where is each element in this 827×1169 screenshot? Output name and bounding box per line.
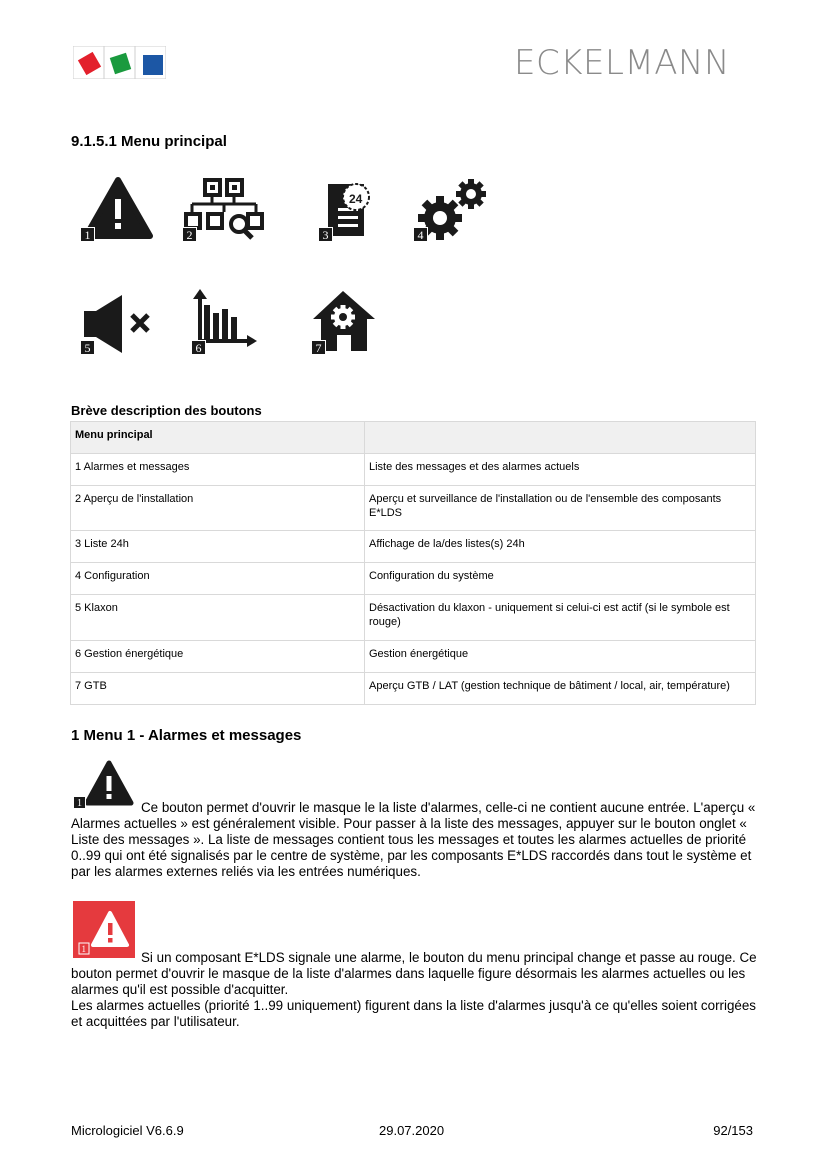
installation-overview-button bbox=[182, 172, 262, 242]
table-cell: Désactivation du klaxon - uniquement si celui-ci est actif (si le symbole est rouge) bbox=[365, 595, 756, 641]
table-cell: 1 Alarmes et messages bbox=[71, 454, 365, 486]
energy-management-button bbox=[191, 285, 271, 355]
button-number: 2 bbox=[182, 227, 197, 242]
alarms-button bbox=[80, 172, 160, 242]
table-header-cell bbox=[365, 422, 756, 454]
list-24h-button bbox=[318, 172, 398, 242]
table-row bbox=[71, 673, 756, 705]
button-number: 1 bbox=[80, 227, 95, 242]
button-number: 4 bbox=[413, 227, 428, 242]
table-row bbox=[71, 641, 756, 673]
description-title: Brève description des boutons bbox=[71, 403, 262, 418]
table-row bbox=[71, 531, 756, 563]
gtb-button bbox=[311, 285, 391, 355]
configuration-button bbox=[413, 172, 493, 242]
button-number: 1 bbox=[73, 796, 86, 809]
button-number: 5 bbox=[80, 340, 95, 355]
table-cell: Aperçu GTB / LAT (gestion technique de bâtiment / local, air, température) bbox=[365, 673, 756, 705]
footer-date: 29.07.2020 bbox=[379, 1123, 445, 1138]
table-cell: 6 Gestion énergétique bbox=[71, 641, 365, 673]
table-row bbox=[71, 486, 756, 531]
button-description-table bbox=[70, 421, 756, 705]
button-number: 6 bbox=[191, 340, 206, 355]
table-cell: Configuration du système bbox=[365, 563, 756, 595]
table-row bbox=[71, 595, 756, 641]
menu1-heading: 1 Menu 1 - Alarmes et messages bbox=[71, 727, 302, 744]
section-heading: 9.1.5.1 Menu principal bbox=[71, 133, 227, 150]
menu1-paragraph-1-text: Ce bouton permet d'ouvrir le masque le la liste d'alarmes, celle-ci ne contient aucune entrée. L'aperçu « Alarmes actuelles » est généralement visible. Pour passer à la liste des messages, appuyer sur le bouton onglet « Liste des messages ». La liste de messages contient tous les messages et toutes les alarmes actuelles de priorité 0..99 qui ont été signalisés par le centre de système, par les composants E*LDS raccordés dans tout le système et par les alarmes externes reliés via les entrées numériques. bbox=[71, 800, 756, 879]
table-cell: Affichage de la/des listes(s) 24h bbox=[365, 531, 756, 563]
table-row bbox=[71, 563, 756, 595]
menu1-paragraph-1 bbox=[71, 800, 761, 880]
table-cell: Aperçu et surveillance de l'installation ou de l'ensemble des composants E*LDS bbox=[365, 486, 756, 531]
table-cell: 5 Klaxon bbox=[71, 595, 365, 641]
button-number: 3 bbox=[318, 227, 333, 242]
button-number: 7 bbox=[311, 340, 326, 355]
table-cell: 3 Liste 24h bbox=[71, 531, 365, 563]
menu1-paragraph-2-text: Si un composant E*LDS signale une alarme, le bouton du menu principal change et passe au rouge. Ce bouton permet d'ouvrir le masque de la liste d'alarmes dans laquelle figure désormais les alarmes actuelles ou les alarmes qu'il est possible d'acquitter. bbox=[71, 950, 757, 997]
eckelmann-logo bbox=[73, 46, 166, 79]
table-row bbox=[71, 454, 756, 486]
table-header-row bbox=[71, 422, 756, 454]
table-cell: Liste des messages et des alarmes actuels bbox=[365, 454, 756, 486]
menu1-paragraph-2 bbox=[71, 950, 761, 1030]
table-cell: 4 Configuration bbox=[71, 563, 365, 595]
footer-page-number: 92/153 bbox=[713, 1123, 753, 1138]
svg-text:24: 24 bbox=[349, 192, 363, 206]
table-cell: Gestion énergétique bbox=[365, 641, 756, 673]
table-cell: 2 Aperçu de l'installation bbox=[71, 486, 365, 531]
brand-name: ECKELMANN bbox=[514, 43, 730, 83]
menu1-paragraph-3-text: Les alarmes actuelles (priorité 1..99 uniquement) figurent dans la liste d'alarmes jusqu'à ce qu'elles soient corrigées et acquittées par l'utilisateur. bbox=[71, 998, 757, 1029]
table-header-cell: Menu principal bbox=[71, 422, 365, 454]
horn-button bbox=[80, 285, 160, 355]
active-icon-number: 1 bbox=[81, 944, 86, 954]
table-cell: 7 GTB bbox=[71, 673, 365, 705]
footer-firmware: Micrologiciel V6.6.9 bbox=[71, 1123, 184, 1138]
